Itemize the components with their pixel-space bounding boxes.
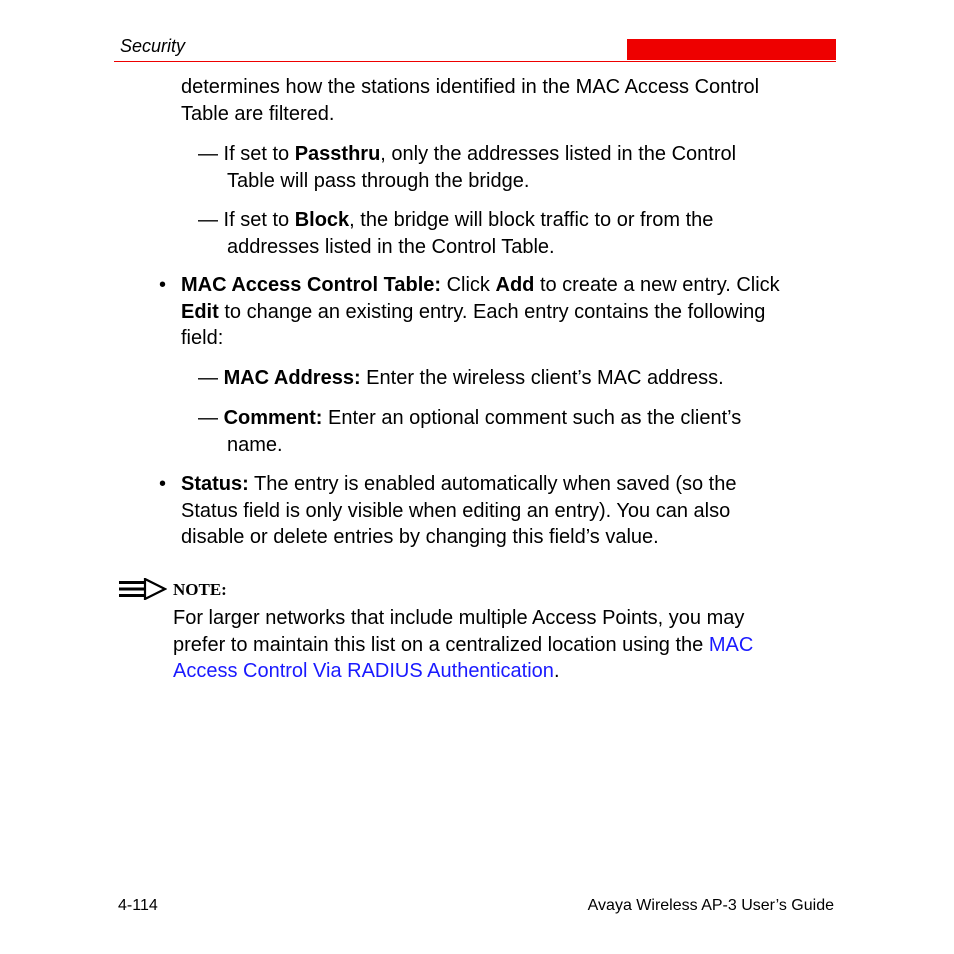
mac-address-item: — MAC Address: Enter the wireless client’s MAC address. bbox=[198, 367, 724, 389]
add-term: Add bbox=[495, 274, 535, 296]
note-label: NOTE: bbox=[173, 580, 227, 599]
status-bullet-item: • Status: The entry is enabled automatically when saved (so the Status field is only visible when editing an entry). You can also disable or delete entries by changing this field’s value. bbox=[159, 473, 737, 548]
running-header: Security bbox=[120, 36, 186, 56]
radius-auth-link-part2[interactable]: Access Control Via RADIUS Authentication bbox=[173, 660, 554, 682]
radius-auth-link-part1[interactable]: MAC bbox=[708, 633, 754, 656]
intro-paragraph: determines how the stations identified in the MAC Access Control Table are filtered. bbox=[181, 76, 760, 125]
status-term: Status: bbox=[181, 473, 249, 495]
bullet-icon: • bbox=[159, 473, 167, 495]
edit-term: Edit bbox=[181, 300, 219, 323]
block-term: Block bbox=[294, 209, 350, 231]
block-item: — If set to Block, the bridge will block traffic to or from the addresses listed in the Control Table. bbox=[198, 209, 714, 258]
mac-table-term: MAC Access Control Table: bbox=[181, 274, 442, 296]
guide-title: Avaya Wireless AP-3 User’s Guide bbox=[587, 897, 834, 914]
header-rule bbox=[114, 61, 836, 62]
bullet-icon: • bbox=[159, 274, 167, 296]
note-paragraph: For larger networks that include multiple Access Points, you may prefer to maintain this list on a centralized location using the MAC Access Control Via RADIUS Authentication. bbox=[173, 607, 754, 682]
mac-address-term: MAC Address: bbox=[223, 367, 361, 389]
comment-item: — Comment: Enter an optional comment such as the client’s name. bbox=[198, 407, 742, 456]
header-accent-bar bbox=[627, 39, 836, 60]
note-arrow-icon bbox=[119, 578, 167, 600]
passthru-item: — If set to Passthru, only the addresses listed in the Control Table will pass through the bridge. bbox=[198, 143, 737, 192]
comment-term: Comment: bbox=[223, 407, 323, 429]
page-number: 4-114 bbox=[118, 897, 158, 914]
mac-table-bullet-item: • MAC Access Control Table: Click Add to create a new entry. Click Edit to change an existing entry. Each entry contains the following field: bbox=[159, 274, 780, 349]
passthru-term: Passthru bbox=[294, 143, 381, 165]
